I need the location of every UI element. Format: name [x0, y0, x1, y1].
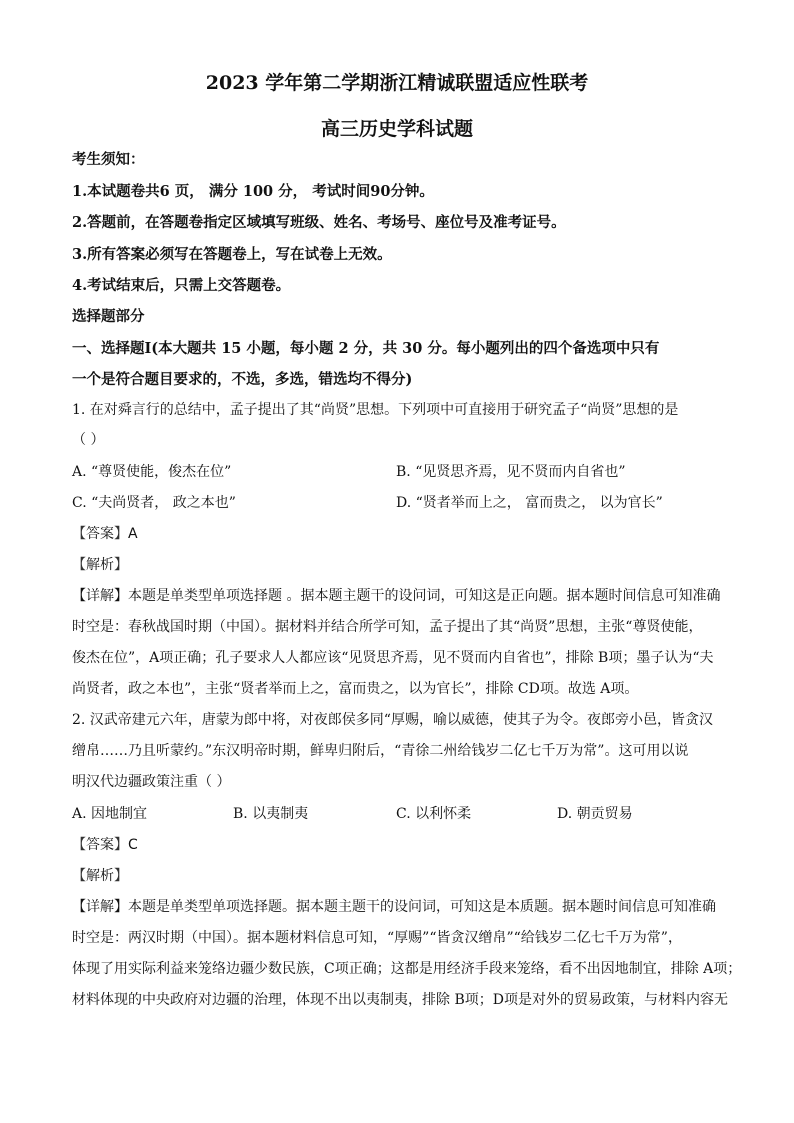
bracket: 【 — [72, 588, 86, 604]
bracket: 【 — [72, 526, 86, 542]
notice-heading: 考生须知： — [72, 151, 145, 168]
bracket: 【 — [72, 837, 86, 853]
detail-label: 详解 — [86, 588, 114, 604]
question-stem: （ ） — [72, 432, 105, 448]
detail-text: 尚贤者，政之本也”，主张“贤者举而上之，富而贵之，以为官长”，排除 CD项。故选 A项。 — [72, 681, 639, 697]
question-stem: 2. 汉武帝建元六年，唐蒙为郎中将，对夜郎侯多同“厚赐，喻以威德，使其子为令。夜郎旁小邑，皆贪汉 — [72, 712, 713, 728]
answer-line — [72, 835, 138, 855]
answer-value: A — [128, 526, 138, 542]
page-subtitle: 高三历史学科试题 — [320, 118, 473, 140]
detail-text: 材料体现的中央政府对边疆的治理，体现不出以夷制夷，排除 B项；D项是对外的贸易政策，与材料内容无 — [72, 992, 728, 1008]
option-c: C. “夫尚贤者， 政之本也” — [72, 495, 236, 511]
detail-text: 俊杰在位”，A项正确；孔子要求人人都应该“见贤思齐焉，见不贤而内自省也”，排除 B项；墨子认为“夫 — [72, 650, 714, 666]
page-title: 2023 学年第二学期浙江精诚联盟适应性联考 — [205, 72, 589, 94]
question-stem: 缯帛……乃且听蒙约。”东汉明帝时期，鲜卑归附后，“青徐二州给钱岁二亿七千万为常”。这可用以说 — [72, 743, 689, 759]
option-b: B. 以夷制夷 — [233, 806, 309, 822]
analysis-label: 解析 — [86, 868, 114, 884]
section-label: 选择题部分 — [72, 308, 145, 325]
analysis-line — [72, 866, 128, 886]
section-instruction: 一、选择题Ⅰ(本大题共 15 小题，每小题 2 分，共 30 分。每小题列出的四个备选项中只有 — [72, 340, 660, 357]
option-d: D. 朝贡贸易 — [557, 806, 633, 822]
bracket: 【 — [72, 899, 86, 915]
detail-text: 本题是单类型单项选择题。据本题主题干的设问词，可知这是本质题。据本题时间信息可知准确 — [128, 899, 716, 915]
detail-text: 体现了用实际利益来笼络边疆少数民族，C项正确；这都是用经济手段来笼络，看不出因地制宜，排除 A项； — [72, 961, 742, 977]
detail-text: 本题是单类型单项选择题 。据本题主题干的设问词，可知这是正向题。据本题时间信息可知准确 — [128, 588, 721, 604]
bracket: 】 — [114, 588, 128, 604]
bracket: 】 — [114, 526, 128, 542]
notice-item: 4.考试结束后，只需上交答题卷。 — [72, 277, 291, 294]
option-c: C. 以利怀柔 — [396, 806, 472, 822]
bracket: 【 — [72, 557, 86, 573]
bracket: 】 — [114, 837, 128, 853]
bracket: 【 — [72, 868, 86, 884]
option-a: A. 因地制宜 — [72, 806, 148, 822]
answer-label: 答案 — [86, 837, 114, 853]
analysis-line — [72, 555, 128, 575]
notice-item: 1.本试题卷共6 页， 满分 100 分， 考试时间90分钟。 — [72, 183, 434, 200]
answer-label: 答案 — [86, 526, 114, 542]
analysis-label: 解析 — [86, 557, 114, 573]
bracket: 】 — [114, 868, 128, 884]
notice-item: 2.答题前，在答题卷指定区域填写班级、姓名、考场号、座位号及准考证号。 — [72, 214, 566, 231]
answer-value: C — [128, 837, 138, 853]
detail-line — [72, 897, 716, 917]
question-stem: 1. 在对舜言行的总结中，孟子提出了其“尚贤”思想。下列项中可直接用于研究孟子“尚贤”思想的是 — [72, 402, 679, 418]
option-d: D. “贤者举而上之， 富而贵之， 以为官长” — [396, 495, 663, 511]
answer-line — [72, 524, 138, 544]
bracket: 】 — [114, 557, 128, 573]
detail-line — [72, 586, 720, 606]
bracket: 】 — [114, 899, 128, 915]
detail-label: 详解 — [86, 899, 114, 915]
detail-text: 时空是：两汉时期（中国）。据本题材料信息可知，“厚赐”“皆贪汉缯帛”“给钱岁二亿七千万为常”， — [72, 930, 682, 946]
notice-item: 3.所有答案必须写在答题卷上，写在试卷上无效。 — [72, 246, 392, 263]
section-instruction: 一个是符合题目要求的，不选，多选，错选均不得分) — [72, 371, 413, 388]
question-stem: 明汉代边疆政策注重（ ） — [72, 774, 231, 790]
option-a: A. “尊贤使能，俊杰在位” — [72, 464, 232, 480]
option-b: B. “见贤思齐焉，见不贤而内自省也” — [396, 464, 626, 480]
detail-text: 时空是：春秋战国时期（中国）。据材料并结合所学可知，孟子提出了其“尚贤”思想，主张“尊贤使能， — [72, 619, 703, 635]
